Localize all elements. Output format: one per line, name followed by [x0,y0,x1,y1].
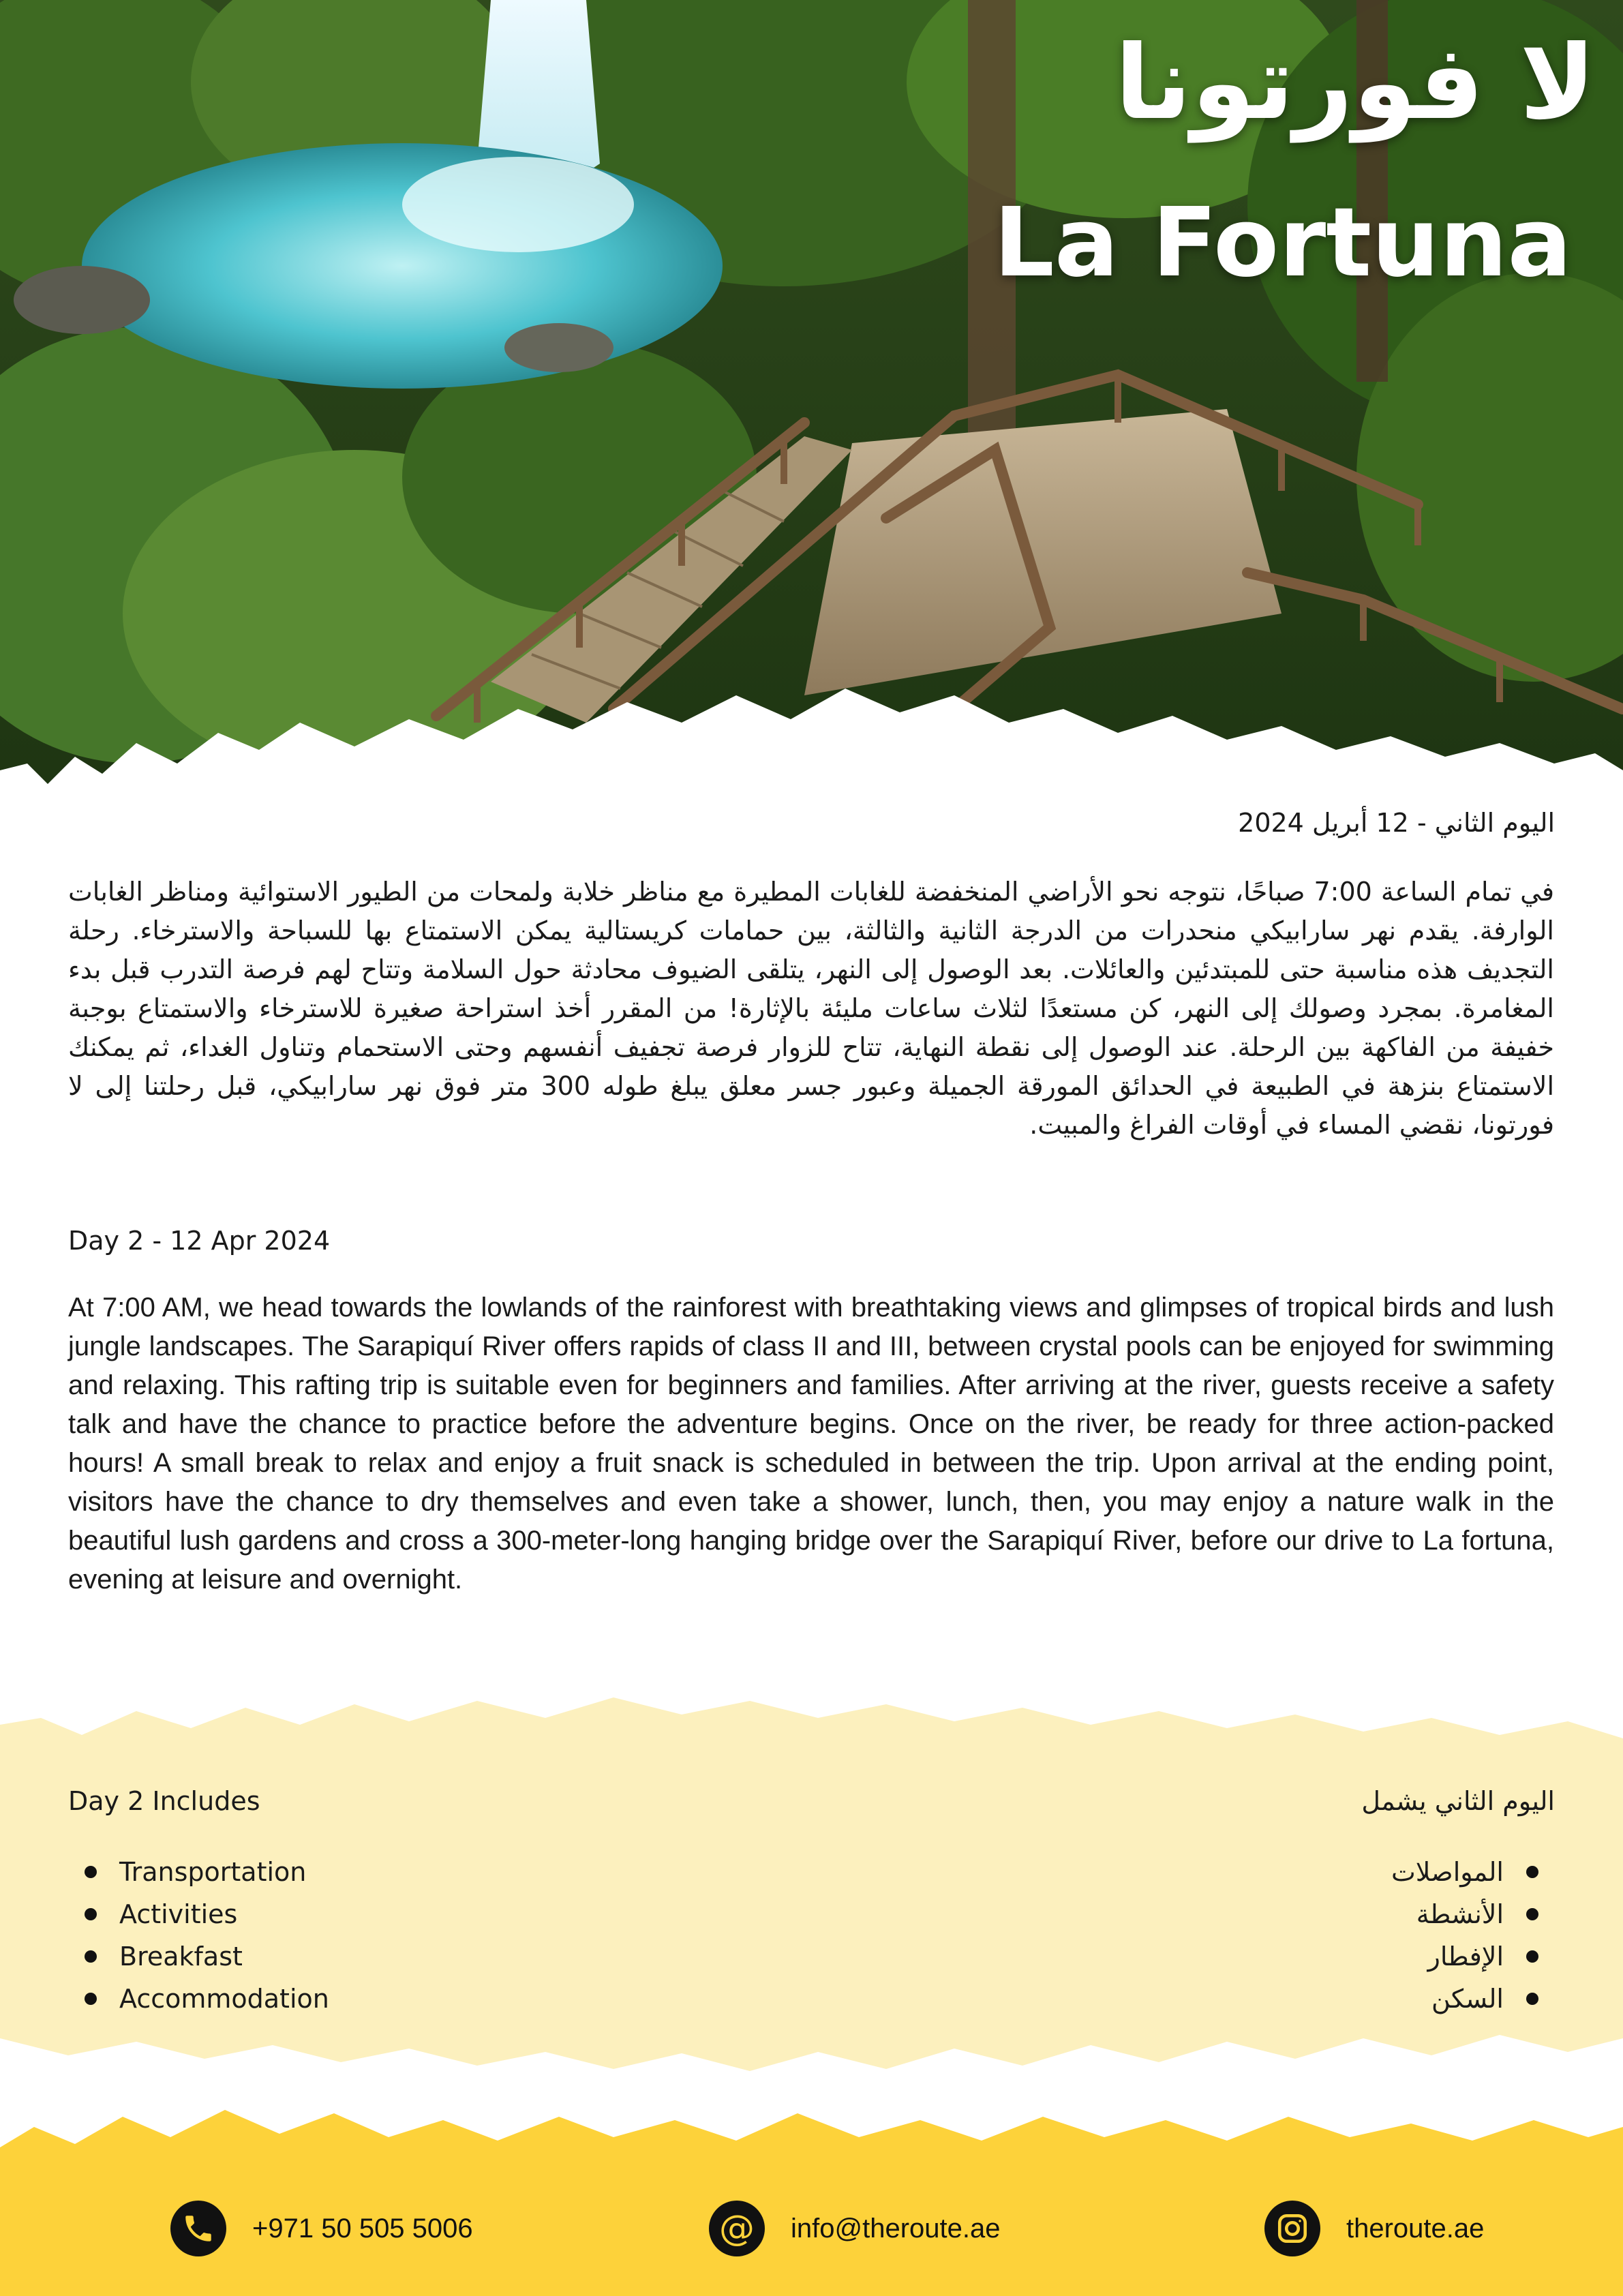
list-item: Transportation [68,1851,329,1893]
list-item: السكن [1391,1978,1555,2020]
instagram-icon [1264,2201,1320,2256]
email-address[interactable]: info@theroute.ae [791,2213,1001,2244]
includes-list-arabic [1391,1851,1555,2020]
list-item: Accommodation [68,1978,329,2020]
contact-phone[interactable] [170,2201,473,2256]
list-item: الأنشطة [1391,1893,1555,1935]
includes-heading-english: Day 2 Includes [68,1786,260,1816]
phone-number[interactable]: +971 50 505 5006 [252,2213,473,2244]
title-arabic: لا فورتونا [1114,24,1596,142]
title-english: La Fortuna [993,187,1572,299]
hero-photo [0,0,1623,804]
contact-website[interactable] [1264,2201,1484,2256]
day-description-arabic: في تمام الساعة 7:00 صباحًا، نتوجه نحو الأراضي المنخفضة للغابات المطيرة مع مناظر خلابة ولمحات من الطيور الاستوائية ومناظر الغابات الوارفة. يقدم نهر سارابيكي منحدرات من الدرجة الثانية والثالثة، بين حمامات كريستالية يمكن الاستمتاع بها للسباحة والاسترخاء. رحلة التجديف هذه مناسبة حتى للمبتدئين والعائلات. بعد الوصول إلى النهر، يتلقى الضيوف محادثة حول السلامة وتتاح لهم فرصة التدرب قبل بدء المغامرة. بمجرد وصولك إلى النهر، كن مستعدًا لثلاث ساعات مليئة بالإثارة! من المقرر أخذ استراحة صغيرة للاسترخاء والاستمتاع بوجبة خفيفة من الفاكهة بين الرحلة. عند الوصول إلى نقطة النهاية، تتاح للزوار فرصة تجفيف أنفسهم وحتى الاستحمام وتناول الغداء، ثم يمكنك الاستمتاع بنزهة في الطبيعة في الحدائق المورقة الجميلة وعبور جسر معلق يبلغ طوله 300 متر فوق نهر سارابيكي، قبل رحلتنا إلى لا فورتونا، نقضي المساء في أوقات الفراغ والمبيت. [68,877,1554,1140]
includes-list-english [68,1851,329,2020]
includes-heading-arabic: اليوم الثاني يشمل [1361,1786,1555,1816]
at-sign-icon: @ [709,2201,765,2256]
day-heading-arabic: اليوم الثاني - 12 أبريل 2024 [1238,808,1555,838]
footer-background [0,2100,1623,2296]
list-item: الإفطار [1391,1935,1555,1978]
list-item: Breakfast [68,1935,329,1978]
phone-icon [170,2201,226,2256]
list-item: المواصلات [1391,1851,1555,1893]
day-description-english: At 7:00 AM, we head towards the lowlands of the rainforest with breathtaking views and glimpses of tropical birds and lush jungle landscapes. The Sarapiquí River offers rapids of class II and III, between crystal pools can be enjoyed for swimming and relaxing. This rafting trip is suitable even for beginners and families. After arriving at the river, guests receive a safety talk and have the chance to practice before the adventure begins. Once on the river, be ready for three action-packed hours! A small break to relax and enjoy a fruit snack is scheduled in between the trip. Upon arrival at the ending point, visitors have the chance to dry themselves and even take a shower, lunch, then, you may enjoy a nature walk in the beautiful lush gardens and cross a 300-meter-long hanging bridge over the Sarapiquí River, before our drive to La fortuna, evening at leisure and overnight. [68,1293,1554,1595]
list-item: Activities [68,1893,329,1935]
day-heading-english: Day 2 - 12 Apr 2024 [68,1226,331,1256]
website-link[interactable]: theroute.ae [1346,2213,1485,2244]
contact-email[interactable] [709,2201,1000,2256]
